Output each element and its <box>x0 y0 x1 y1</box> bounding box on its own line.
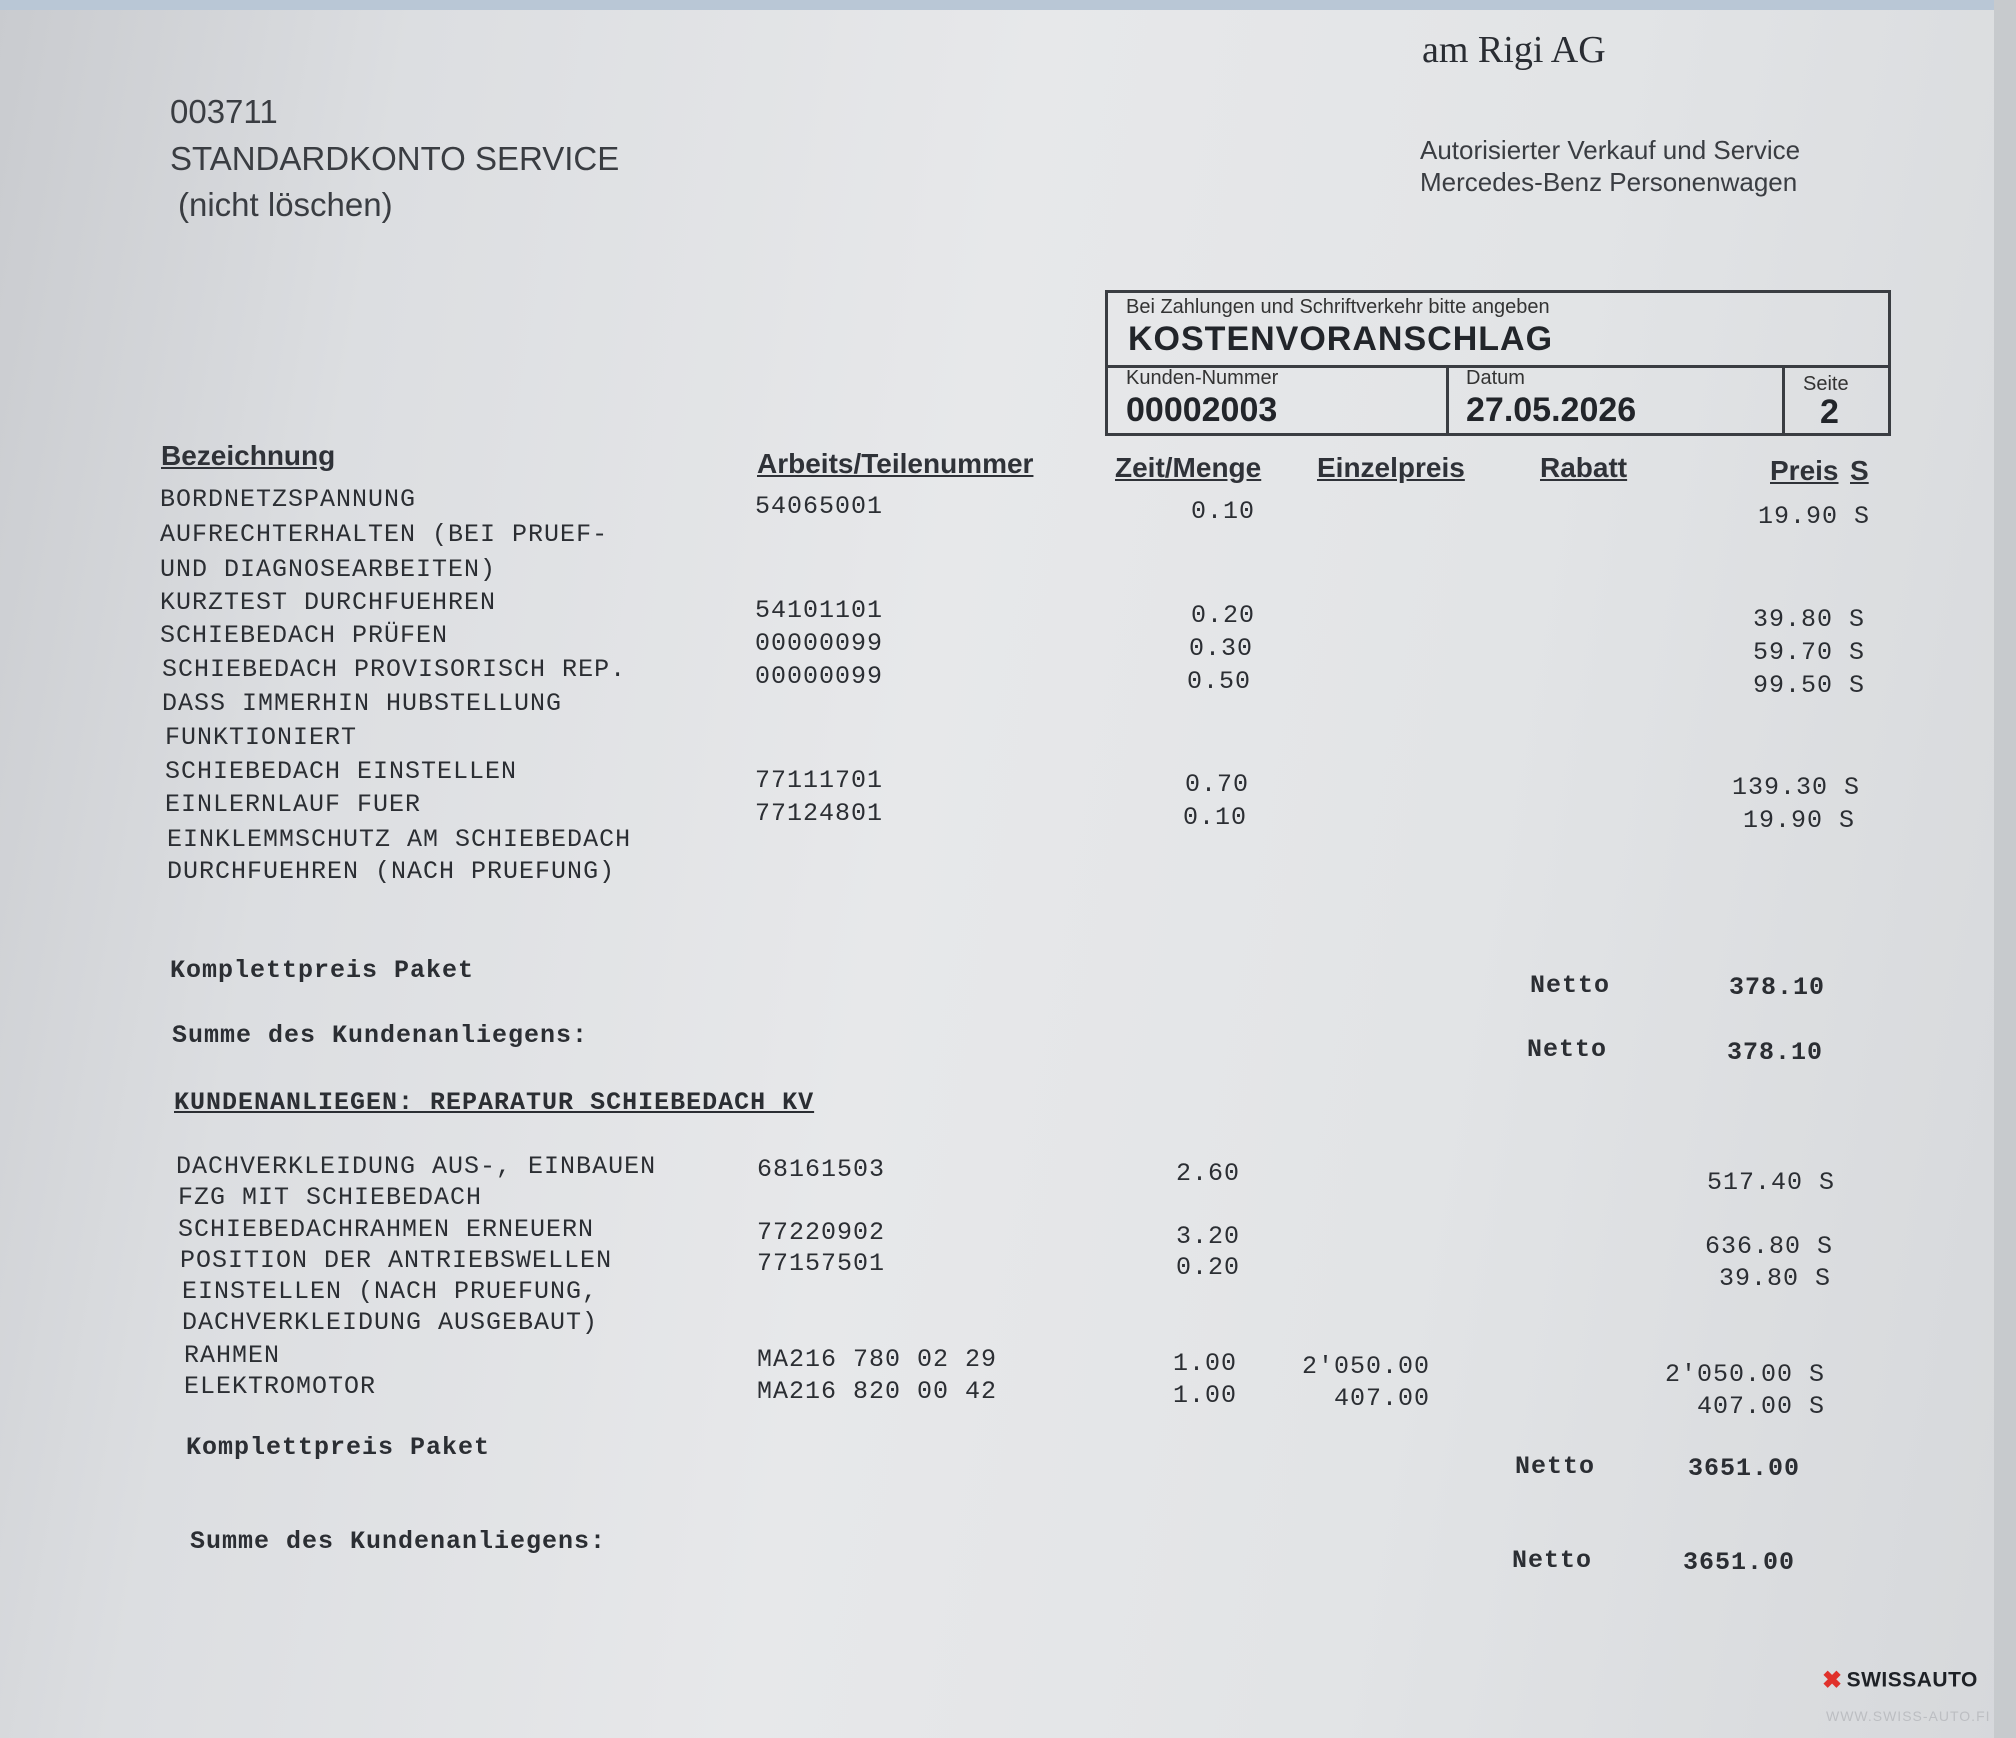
row-description-line: EINKLEMMSCHUTZ AM SCHIEBEDACH <box>167 825 632 854</box>
watermark-url: WWW.SWISS-AUTO.FI <box>1826 1708 1991 1724</box>
row-description-line: SCHIEBEDACH EINSTELLEN <box>165 757 518 786</box>
row-price: 39.80 S <box>1752 605 1865 634</box>
block2-sum-netto-label: Netto <box>1512 1546 1593 1575</box>
row-part-number: MA216 820 00 42 <box>757 1377 998 1406</box>
row-part-number: 77124801 <box>755 799 884 828</box>
row-quantity: 3.20 <box>1175 1222 1240 1251</box>
row-price: 636.80 S <box>1704 1232 1833 1261</box>
company-line-2: Mercedes-Benz Personenwagen <box>1420 167 1798 197</box>
row-description-line: FUNKTIONIERT <box>165 723 358 752</box>
row-description-line: ELEKTROMOTOR <box>184 1372 377 1401</box>
row-price: 2'050.00 S <box>1664 1360 1825 1389</box>
recipient-number: 003711 <box>170 93 278 130</box>
payment-hint: Bei Zahlungen und Schriftverkehr bitte angeben <box>1126 296 1550 318</box>
row-quantity: 1.00 <box>1172 1381 1237 1410</box>
row-quantity: 0.20 <box>1190 601 1255 630</box>
row-description-line: DACHVERKLEIDUNG AUSGEBAUT) <box>182 1308 599 1337</box>
row-quantity: 0.10 <box>1190 497 1255 526</box>
row-description-line: BORDNETZSPANNUNG <box>160 485 417 514</box>
row-part-number: 77220902 <box>757 1218 886 1247</box>
col-header-tax-flag: S <box>1850 455 1869 486</box>
recipient-name: STANDARDKONTO SERVICE <box>170 140 620 177</box>
row-description-line: SCHIEBEDACHRAHMEN ERNEUERN <box>178 1215 595 1244</box>
company-line-1: Autorisierter Verkauf und Service <box>1420 135 1801 165</box>
row-description-line: SCHIEBEDACH PRÜFEN <box>160 621 449 650</box>
box-divider-v2 <box>1782 365 1785 433</box>
row-quantity: 0.70 <box>1184 770 1249 799</box>
row-unit-price: 407.00 <box>1333 1384 1430 1413</box>
screen-top-band <box>0 0 2016 10</box>
row-part-number: 00000099 <box>755 662 884 691</box>
row-price: 19.90 S <box>1757 502 1870 531</box>
col-header-unit-price: Einzelpreis <box>1317 452 1465 483</box>
row-description-line: DASS IMMERHIN HUBSTELLUNG <box>162 689 563 718</box>
block1-package-label: Komplettpreis Paket <box>170 956 475 985</box>
row-description-line: SCHIEBEDACH PROVISORISCH REP. <box>162 655 627 684</box>
row-part-number: 77111701 <box>755 766 884 795</box>
col-header-description: Bezeichnung <box>161 440 336 471</box>
page-value: 2 <box>1820 393 1839 431</box>
row-price: 39.80 S <box>1718 1264 1831 1293</box>
row-price: 517.40 S <box>1706 1168 1835 1197</box>
row-price: 139.30 S <box>1731 773 1860 802</box>
col-header-discount: Rabatt <box>1540 452 1628 483</box>
customer-number-label: Kunden-Nummer <box>1126 367 1279 389</box>
row-description-line: AUFRECHTERHALTEN (BEI PRUEF- <box>160 520 609 549</box>
block1-sum-netto-label: Netto <box>1527 1035 1608 1064</box>
recipient-note: (nicht löschen) <box>178 186 393 223</box>
date-value: 27.05.2026 <box>1466 391 1637 429</box>
watermark-brand: SWISSAUTO <box>1846 1668 1978 1692</box>
row-quantity: 2.60 <box>1175 1159 1240 1188</box>
block2-package-label: Komplettpreis Paket <box>186 1433 491 1462</box>
row-price: 407.00 S <box>1696 1392 1825 1421</box>
row-description-line: DACHVERKLEIDUNG AUS-, EINBAUEN <box>176 1152 657 1181</box>
block2-package-netto-value: 3651.00 <box>1687 1454 1800 1483</box>
block1-package-netto-value: 378.10 <box>1728 973 1825 1002</box>
page-label: Seite <box>1803 373 1849 395</box>
box-divider-v1 <box>1446 365 1449 433</box>
row-quantity: 0.20 <box>1175 1253 1240 1282</box>
date-label: Datum <box>1466 367 1525 389</box>
document-title: KOSTENVORANSCHLAG <box>1128 320 1554 358</box>
row-description-line: FZG MIT SCHIEBEDACH <box>178 1183 483 1212</box>
row-price: 59.70 S <box>1752 638 1865 667</box>
row-quantity: 1.00 <box>1172 1349 1237 1378</box>
document-info-box <box>1105 290 1891 436</box>
watermark-logo-icon: ✖ <box>1822 1667 1843 1694</box>
row-description-line: POSITION DER ANTRIEBSWELLEN <box>180 1246 613 1275</box>
row-quantity: 0.30 <box>1188 634 1253 663</box>
row-part-number: 54065001 <box>755 492 884 521</box>
block2-package-netto-label: Netto <box>1515 1452 1596 1481</box>
block2-sum-label: Summe des Kundenanliegens: <box>190 1527 607 1556</box>
block1-sum-label: Summe des Kundenanliegens: <box>172 1021 589 1050</box>
row-description-line: DURCHFUEHREN (NACH PRUEFUNG) <box>167 857 616 886</box>
row-price: 99.50 S <box>1752 671 1865 700</box>
block2-sum-netto-value: 3651.00 <box>1682 1548 1795 1577</box>
customer-number-value: 00002003 <box>1126 391 1278 429</box>
block1-package-netto-label: Netto <box>1530 971 1611 1000</box>
company-name: am Rigi AG <box>1422 29 1606 71</box>
row-part-number: MA216 780 02 29 <box>757 1345 998 1374</box>
watermark <box>1822 1666 1978 1695</box>
col-header-quantity: Zeit/Menge <box>1115 452 1262 483</box>
row-price: 19.90 S <box>1742 806 1855 835</box>
row-description-line: EINLERNLAUF FUER <box>165 790 422 819</box>
row-part-number: 54101101 <box>755 596 884 625</box>
row-part-number: 68161503 <box>757 1155 886 1184</box>
row-description-line: UND DIAGNOSEARBEITEN) <box>160 555 497 584</box>
col-header-price: Preis <box>1770 455 1839 486</box>
row-unit-price: 2'050.00 <box>1301 1352 1430 1381</box>
screen-right-edge <box>1994 0 2016 1738</box>
row-part-number: 00000099 <box>755 629 884 658</box>
col-header-part-number: Arbeits/Teilenummer <box>757 448 1034 479</box>
row-description-line: EINSTELLEN (NACH PRUEFUNG, <box>182 1277 599 1306</box>
block2-heading: KUNDENANLIEGEN: REPARATUR SCHIEBEDACH KV <box>174 1088 815 1117</box>
row-description-line: KURZTEST DURCHFUEHREN <box>160 588 497 617</box>
row-quantity: 0.50 <box>1186 667 1251 696</box>
row-quantity: 0.10 <box>1182 803 1247 832</box>
row-part-number: 77157501 <box>757 1249 886 1278</box>
row-description-line: RAHMEN <box>184 1341 281 1370</box>
block1-sum-netto-value: 378.10 <box>1726 1038 1823 1067</box>
